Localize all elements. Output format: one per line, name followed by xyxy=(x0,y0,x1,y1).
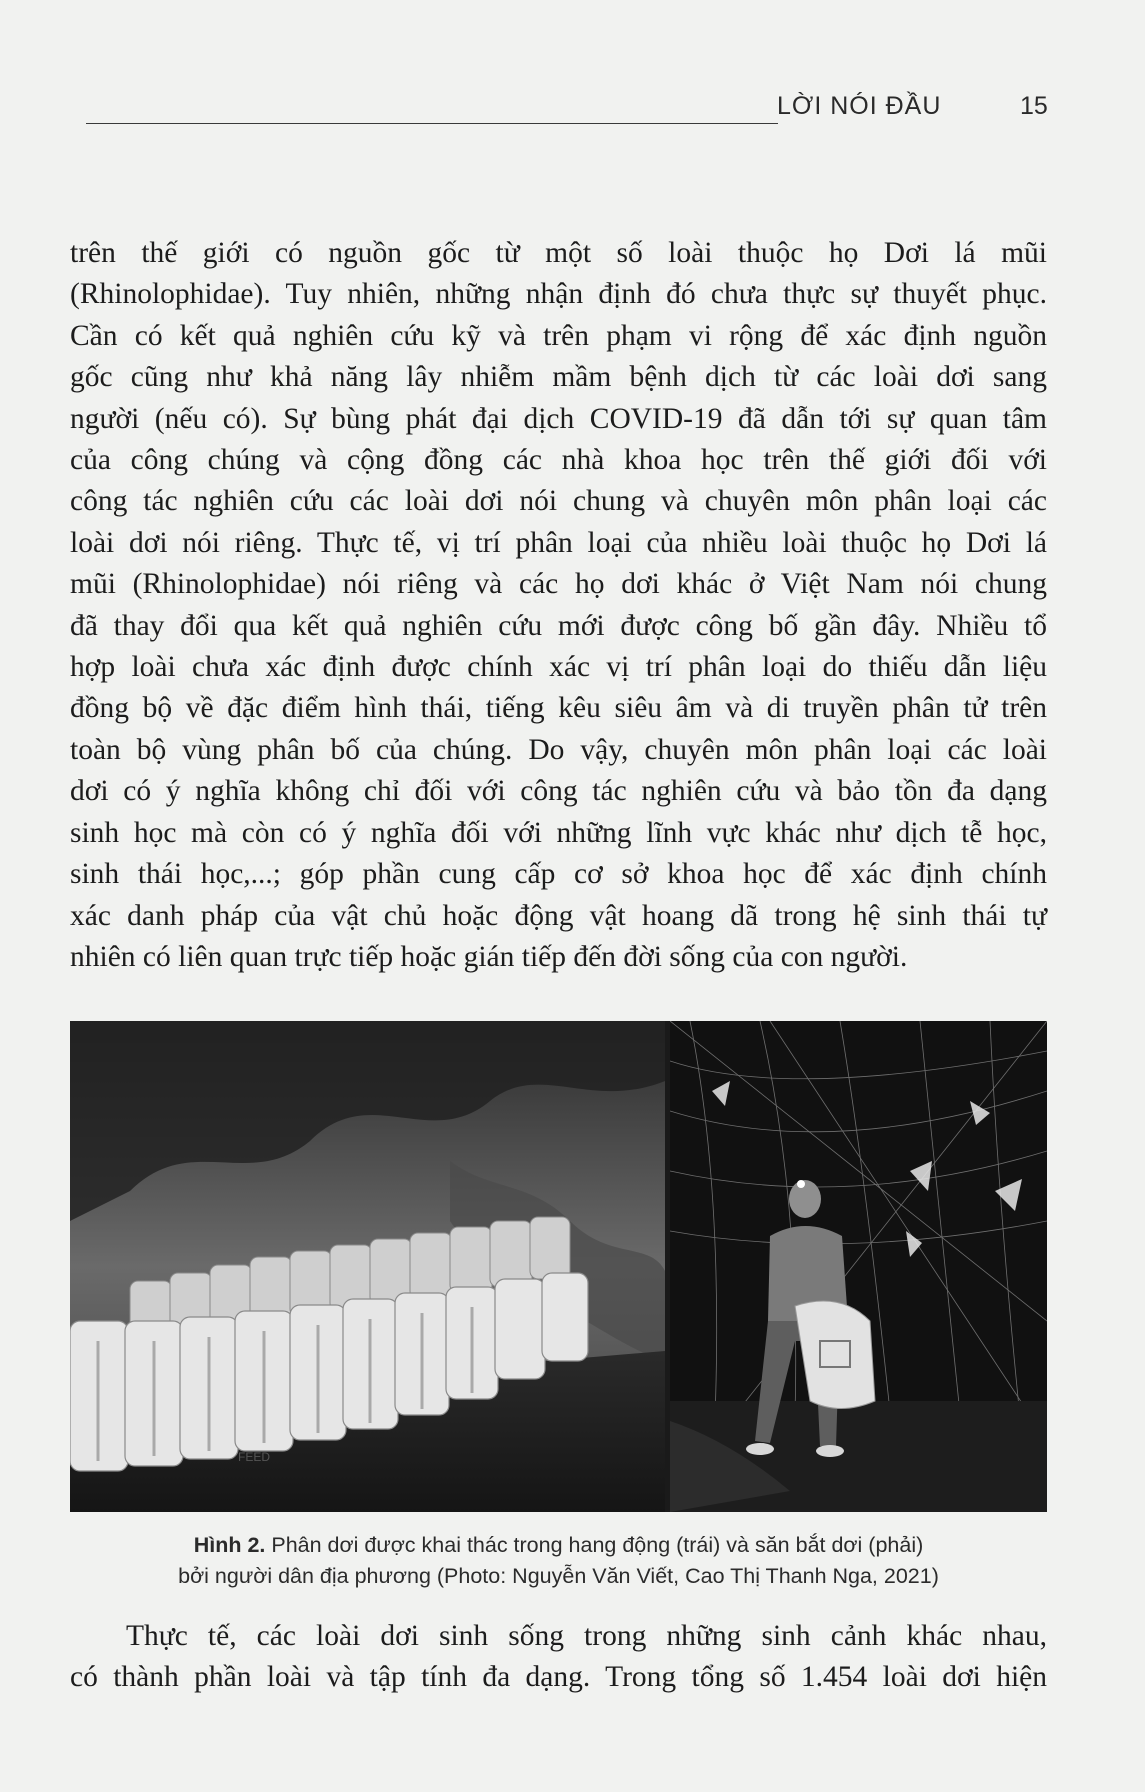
header-rule xyxy=(86,123,778,124)
text-line: nhiên có liên quan trực tiếp hoặc gián tiếp đến đời sống của con người. xyxy=(70,940,908,973)
figure-2 xyxy=(70,1021,1047,1512)
text-line: dơi có ý nghĩa không chỉ đối với công tác nghiên cứu và bảo tồn đa dạng xyxy=(70,775,1047,808)
caption-line-2: bởi người dân địa phương (Photo: Nguyễn Văn Viết, Cao Thị Thanh Nga, 2021) xyxy=(178,1564,939,1588)
bag-label: FEED xyxy=(238,1450,271,1464)
figure-caption xyxy=(70,1530,1047,1592)
text-line: đồng bộ về đặc điểm hình thái, tiếng kêu siêu âm và di truyền phân tử trên xyxy=(70,692,1047,725)
text-line: gốc cũng như khả năng lây nhiễm mầm bệnh dịch từ các loài dơi sang xyxy=(70,361,1047,394)
text-line: đã thay đổi qua kết quả nghiên cứu mới được công bố gần đây. Nhiều tổ xyxy=(70,609,1047,642)
text-line: trên thế giới có nguồn gốc từ một số loài thuộc họ Dơi lá mũi xyxy=(70,237,1047,269)
text-line: sinh thái học,...; góp phần cung cấp cơ sở khoa học để xác định chính xyxy=(70,858,1047,891)
text-line: hợp loài chưa xác định được chính xác vị trí phân loại do thiếu dẫn liệu xyxy=(70,651,1047,684)
caption-label: Hình 2. xyxy=(193,1533,266,1557)
photo-guano-sacks xyxy=(70,1021,665,1512)
text-line: Cần có kết quả nghiên cứu kỹ và trên phạm vi rộng để xác định nguồn xyxy=(70,319,1047,352)
chapter-title: LỜI NÓI ĐẦU xyxy=(777,92,942,120)
text-line: của công chúng và cộng đồng các nhà khoa học trên thế giới đối với xyxy=(70,444,1047,477)
bat-hunting-illustration xyxy=(670,1021,1047,1512)
text-line: Thực tế, các loài dơi sinh sống trong những sinh cảnh khác nhau, xyxy=(126,1620,1047,1652)
text-line: xác danh pháp của vật chủ hoặc động vật hoang dã trong hệ sinh thái tự xyxy=(70,899,1047,932)
text-line: sinh học mà còn có ý nghĩa đối với những lĩnh vực khác như dịch tễ học, xyxy=(70,816,1047,849)
cave-sacks-illustration xyxy=(70,1021,665,1512)
photo-bat-hunting xyxy=(670,1021,1047,1512)
paragraph-1 xyxy=(70,233,1047,978)
text-line: có thành phần loài và tập tính đa dạng. Trong tổng số 1.454 loài dơi hiện xyxy=(70,1661,1047,1694)
page-number: 15 xyxy=(1020,92,1048,120)
caption-text-1: Phân dơi được khai thác trong hang động (trái) và săn bắt dơi (phải) xyxy=(265,1533,924,1557)
text-line: loài dơi nói riêng. Thực tế, vị trí phân loại của nhiều loài thuộc họ Dơi lá xyxy=(70,526,1047,559)
text-line: (Rhinolophidae). Tuy nhiên, những nhận định đó chưa thực sự thuyết phục. xyxy=(70,278,1047,311)
text-line: toàn bộ vùng phân bố của chúng. Do vậy, chuyên môn phân loại các loài xyxy=(70,733,1047,766)
text-line: người (nếu có). Sự bùng phát đại dịch COVID-19 đã dẫn tới sự quan tâm xyxy=(70,402,1047,435)
paragraph-2 xyxy=(70,1616,1047,1699)
text-line: công tác nghiên cứu các loài dơi nói chung và chuyên môn phân loại các xyxy=(70,485,1047,518)
text-line: mũi (Rhinolophidae) nói riêng và các họ dơi khác ở Việt Nam nói chung xyxy=(70,568,1047,601)
caption-line-1 xyxy=(70,1530,1047,1561)
